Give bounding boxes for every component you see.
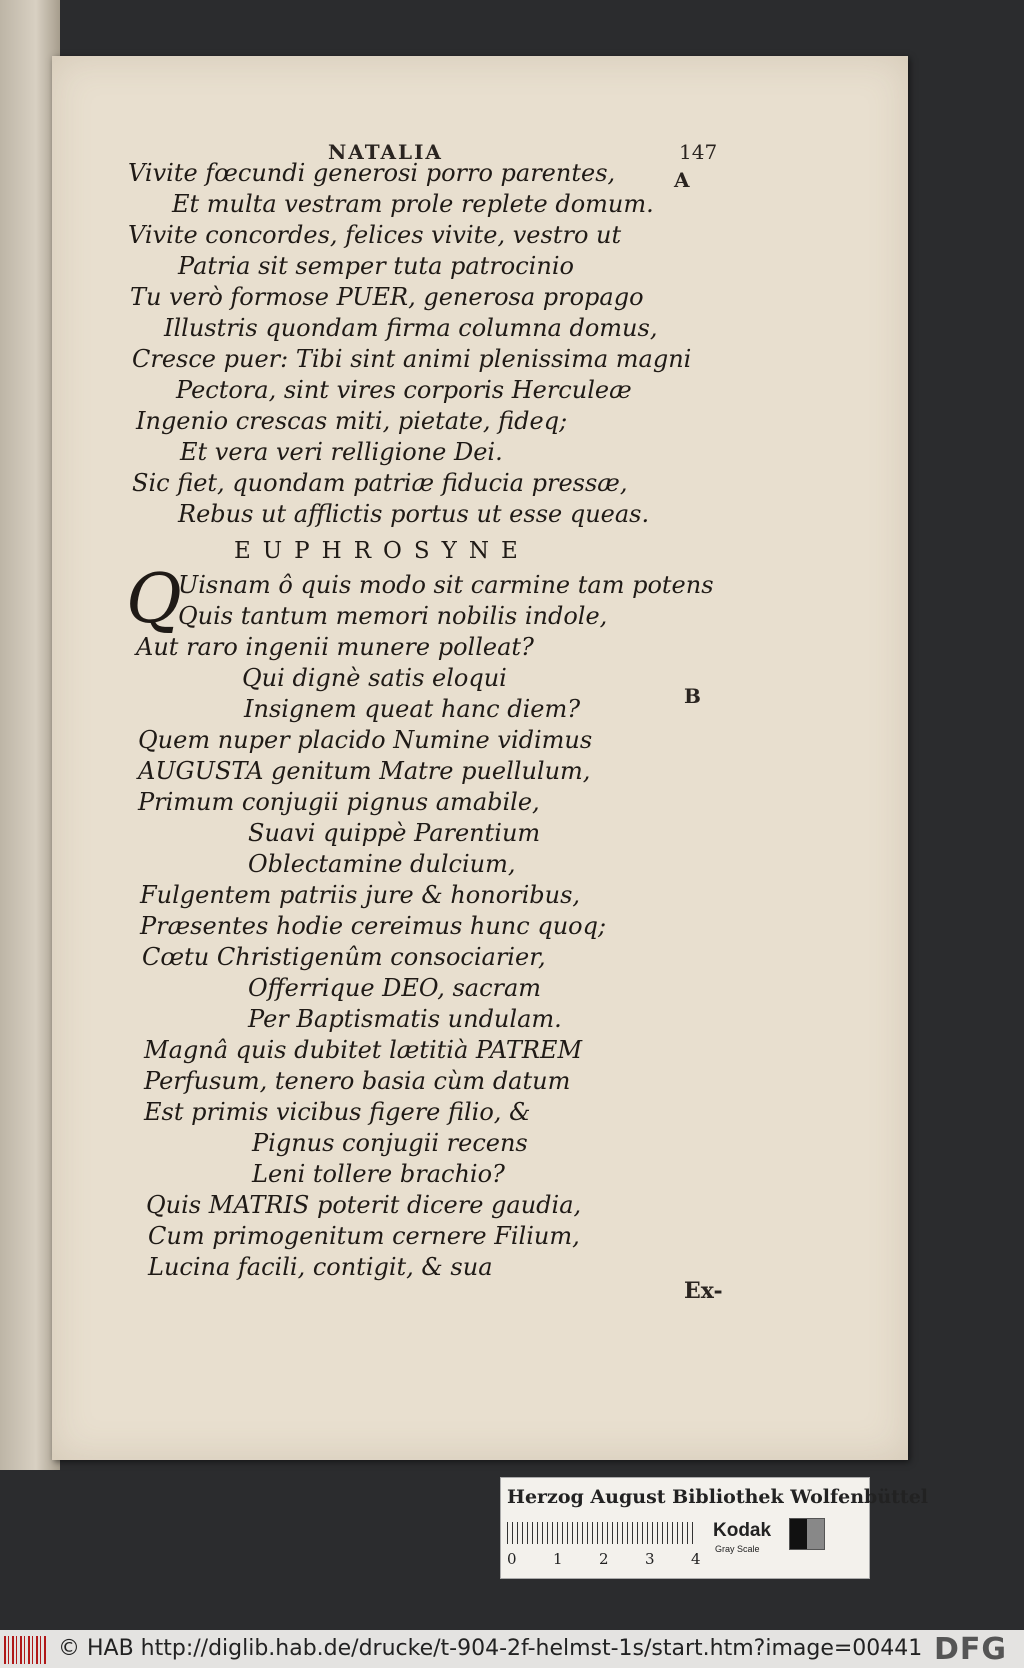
verse-line: Et multa vestram prole replete domum. [172, 190, 654, 218]
ode-line: Oblectamine dulcium, [248, 850, 516, 878]
ruler-number: 1 [553, 1550, 563, 1568]
ode-line: Cum primogenitum cernere Filium, [148, 1222, 580, 1250]
gray-scale-label: Gray Scale [715, 1544, 760, 1554]
verse-line: Cresce puer: Tibi sint animi plenissima magni [132, 345, 692, 373]
ruler-numbers [507, 1550, 737, 1568]
ode-line: Per Baptismatis undulam. [248, 1005, 562, 1033]
kodak-brand: Kodak [713, 1520, 772, 1541]
ode-line: Suavi quippè Parentium [248, 819, 541, 847]
catchword: Ex- [684, 1278, 723, 1304]
verse-line: Sic fiet, quondam patriæ fiducia pressæ, [132, 469, 628, 497]
gray-scale-patch [789, 1518, 825, 1550]
adjacent-page-edge [0, 0, 60, 1470]
ode-line: Aut raro ingenii munere polleat? [136, 633, 534, 661]
color-calibration-card [500, 1477, 928, 1579]
verse-line: Vivite fœcundi generosi porro parentes, [128, 159, 616, 187]
ode-line: Pignus conjugii recens [252, 1129, 528, 1157]
verse-line: Vivite concordes, felices vivite, vestro ut [128, 221, 622, 249]
verse-line: Illustris quondam firma columna domus, [164, 314, 658, 342]
ruler-number: 0 [507, 1550, 517, 1568]
ode-line: Primum conjugii pignus amabile, [138, 788, 540, 816]
verse-line: Pectora, sint vires corporis Herculeæ [176, 376, 632, 404]
ruler-number: 2 [599, 1550, 609, 1568]
margin-mark-a: A [674, 168, 690, 192]
library-name: Herzog August Bibliothek Wolfenbüttel [507, 1486, 928, 1508]
ode-line: Qui dignè satis eloqui [242, 664, 507, 692]
ode-line: Offerrique DEO, sacram [248, 974, 542, 1002]
page-number: 147 [679, 140, 718, 164]
verse-line: Ingenio crescas miti, pietate, fideq; [136, 407, 568, 435]
ode-line: Insignem queat hanc diem? [244, 695, 581, 723]
ode-line: Quis MATRIS poterit dicere gaudia, [146, 1191, 582, 1219]
ode-line: AUGUSTA genitum Matre puellulum, [138, 757, 591, 785]
verse-line: Patria sit semper tuta patrocinio [178, 252, 574, 280]
verse-line: Et vera veri relligione Dei. [180, 438, 503, 466]
ruler-number: 4 [691, 1550, 701, 1568]
section-heading: EUPHROSYNE [234, 538, 530, 564]
ode-line: Leni tollere brachio? [252, 1160, 505, 1188]
drop-cap: Q [126, 560, 182, 639]
ode-line: Cœtu Christigenûm consociarier, [142, 943, 546, 971]
copyright-url-text[interactable]: © HAB http://diglib.hab.de/drucke/t-904-2f-helmst-1s/start.htm?image=00441 [58, 1636, 923, 1661]
ode-line: Uisnam ô quis modo sit carmine tam potens [178, 571, 714, 599]
footer-bar [0, 1630, 1024, 1668]
book-page [52, 56, 908, 1460]
ode-line: Lucina facili, contigit, & sua [148, 1253, 493, 1281]
margin-mark-b: B [684, 684, 701, 708]
verse-line: Rebus ut afflictis portus ut esse queas. [178, 500, 650, 528]
barcode-icon [4, 1636, 48, 1664]
dfg-logo: DFG [934, 1632, 1008, 1667]
ode-line: Fulgentem patriis jure & honoribus, [140, 881, 581, 909]
ode-line: Magnâ quis dubitet lætitià PATREM [144, 1036, 583, 1064]
ode-line: Quem nuper placido Numine vidimus [138, 726, 593, 754]
ode-line: Præsentes hodie cereimus hunc quoq; [140, 912, 607, 940]
ruler-number: 3 [645, 1550, 655, 1568]
ruler-scale [507, 1522, 697, 1544]
ode-line: Quis tantum memori nobilis indole, [178, 602, 608, 630]
verse-line: Tu verò formose PUER, generosa propago [130, 283, 644, 311]
running-title: NATALIA [328, 140, 443, 164]
ode-line: Est primis vicibus figere filio, & [144, 1098, 531, 1126]
ode-line: Perfusum, tenero basia cùm datum [144, 1067, 571, 1095]
